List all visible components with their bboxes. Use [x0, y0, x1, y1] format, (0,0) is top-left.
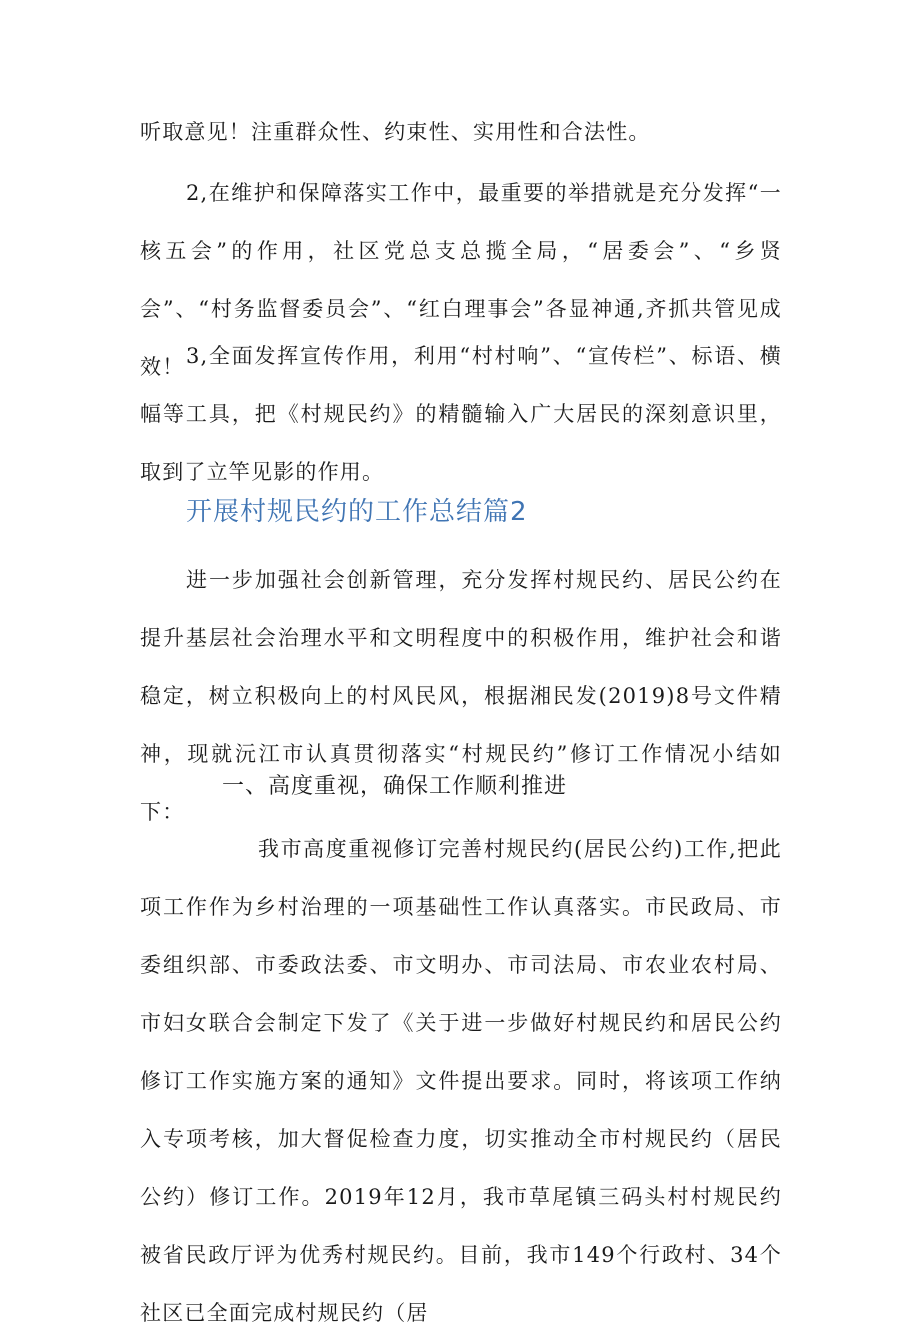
- paragraph-continued: 听取意见！注重群众性、约束性、实用性和合法性。: [140, 120, 651, 144]
- intro-paragraph: 进一步加强社会创新管理，充分发挥村规民约、居民公约在提升基层社会治理水平和文明程度中的积极作用，维护社会和谐稳定，树立积极向上的村风民风，根据湘民发(2019)8号文件精神，现就沅江市认真贯彻落实“村规民约”修订工作情况小结如下：: [140, 568, 782, 824]
- paragraph-item-3: 3,全面发挥宣传作用，利用“村村响”、“宣传栏”、标语、横幅等工具，把《村规民约》的精髓输入广大居民的深刻意识里，取到了立竿见影的作用。: [140, 344, 782, 484]
- paragraph-item-2: 2,在维护和保障落实工作中，最重要的举措就是充分发挥“一核五会”的作用，社区党总支总揽全局，“居委会”、“乡贤会”、“村务监督委员会”、“红白理事会”各显神通,齐抓共管见成效！: [140, 181, 782, 379]
- subsection-body: 我市高度重视修订完善村规民约(居民公约)工作,把此项工作作为乡村治理的一项基础性工作认真落实。市民政局、市委组织部、市委政法委、市文明办、市司法局、市农业农村局、市妇女联合会制定下发了《关于进一步做好村规民约和居民公约修订工作实施方案的通知》文件提出要求。同时，将该项工作纳入专项考核，加大督促检查力度，切实推动全市村规民约（居民公约）修订工作。2019年12月，我市草尾镇三码头村村规民约被省民政厅评为优秀村规民约。目前，我市149个行政村、34个社区已全面完成村规民约（居: [140, 837, 782, 1325]
- section-heading: 开展村规民约的工作总结篇2: [186, 497, 528, 527]
- subsection-title: 一、高度重视，确保工作顺利推进: [222, 774, 568, 799]
